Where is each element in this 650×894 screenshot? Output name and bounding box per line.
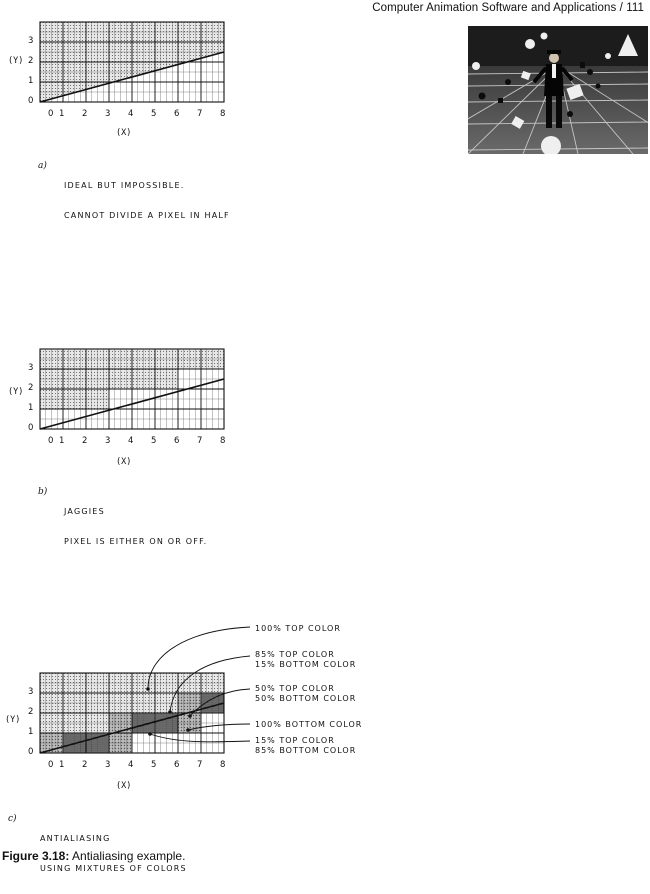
x-tick-label: 6 [174, 436, 180, 446]
x-tick-label: 8 [220, 436, 226, 446]
x-tick-label: 5 [151, 109, 157, 119]
y-tick-label: 3 [28, 687, 34, 697]
x-tick-label: 1 [59, 760, 65, 770]
x-tick-label: 6 [174, 109, 180, 119]
caption-letter: a) [38, 161, 47, 171]
figure-label: Figure 3.18: [2, 849, 70, 863]
y-axis-label: (Y) [5, 715, 21, 725]
x-tick-label: 6 [174, 760, 180, 770]
x-tick-label: 0 [48, 760, 54, 770]
caption-line: JAGGIES [64, 507, 105, 516]
callout-dot [188, 714, 192, 718]
x-tick-label: 4 [128, 109, 134, 119]
callout-text: 15% BOTTOM COLOR [255, 660, 357, 669]
caption-letter: b) [38, 487, 48, 497]
callout-text: 50% TOP COLOR [255, 684, 335, 693]
x-tick-label: 8 [220, 760, 226, 770]
panel-a [0, 0, 640, 220]
x-tick-label: 1 [59, 109, 65, 119]
callout-text: 100% TOP COLOR [255, 624, 341, 633]
x-axis-label: (X) [116, 781, 132, 791]
callout-dot [146, 687, 150, 691]
caption-a [38, 161, 230, 220]
callout-text: 15% TOP COLOR [255, 736, 335, 745]
x-tick-label: 3 [105, 109, 111, 119]
callout-dot [148, 732, 152, 736]
y-tick-label: 1 [28, 727, 34, 737]
x-axis-label: (X) [116, 128, 132, 138]
figure-caption [2, 849, 185, 863]
y-axis-label: (Y) [8, 387, 24, 397]
caption-line: IDEAL BUT IMPOSSIBLE. [64, 181, 185, 190]
y-tick-label: 2 [28, 707, 34, 717]
caption-line: ANTIALIASING [40, 834, 111, 843]
x-tick-label: 2 [82, 436, 88, 446]
x-tick-label: 2 [82, 109, 88, 119]
x-tick-label: 4 [128, 436, 134, 446]
y-tick-label: 1 [28, 76, 34, 86]
x-tick-label: 3 [105, 760, 111, 770]
callout-text: 85% TOP COLOR [255, 650, 335, 659]
callout-dot [186, 728, 190, 732]
x-tick-label: 3 [105, 436, 111, 446]
x-tick-label: 5 [151, 436, 157, 446]
caption-b [38, 487, 208, 546]
y-tick-label: 0 [28, 747, 34, 757]
panel-b [0, 326, 640, 546]
callout-dot [168, 710, 172, 714]
callout-text: 50% BOTTOM COLOR [255, 694, 357, 703]
x-tick-label: 8 [220, 109, 226, 119]
y-tick-label: 1 [28, 403, 34, 413]
x-tick-label: 2 [82, 760, 88, 770]
caption-letter: c) [8, 814, 17, 824]
x-tick-label: 5 [151, 760, 157, 770]
x-tick-label: 0 [48, 109, 54, 119]
x-tick-label: 7 [197, 436, 203, 446]
y-tick-label: 2 [28, 383, 34, 393]
y-tick-label: 3 [28, 36, 34, 46]
callout-text: 85% BOTTOM COLOR [255, 746, 357, 755]
x-axis-label: (X) [116, 457, 132, 467]
y-axis-label: (Y) [8, 56, 24, 66]
callout-text: 100% BOTTOM COLOR [255, 720, 363, 729]
x-tick-label: 7 [197, 760, 203, 770]
x-tick-label: 0 [48, 436, 54, 446]
y-tick-label: 3 [28, 363, 34, 373]
y-tick-label: 0 [28, 423, 34, 433]
x-tick-label: 7 [197, 109, 203, 119]
caption-line: USING MIXTURES OF COLORS [40, 864, 187, 873]
figure-text: Antialiasing example. [72, 849, 186, 863]
caption-line: CANNOT DIVIDE A PIXEL IN HALF [64, 211, 230, 220]
running-head: Computer Animation Software and Applications / 111 [372, 2, 644, 14]
y-tick-label: 2 [28, 56, 34, 66]
x-tick-label: 1 [59, 436, 65, 446]
y-tick-label: 0 [28, 96, 34, 106]
caption-line: PIXEL IS EITHER ON OR OFF. [64, 537, 208, 546]
x-tick-label: 4 [128, 760, 134, 770]
